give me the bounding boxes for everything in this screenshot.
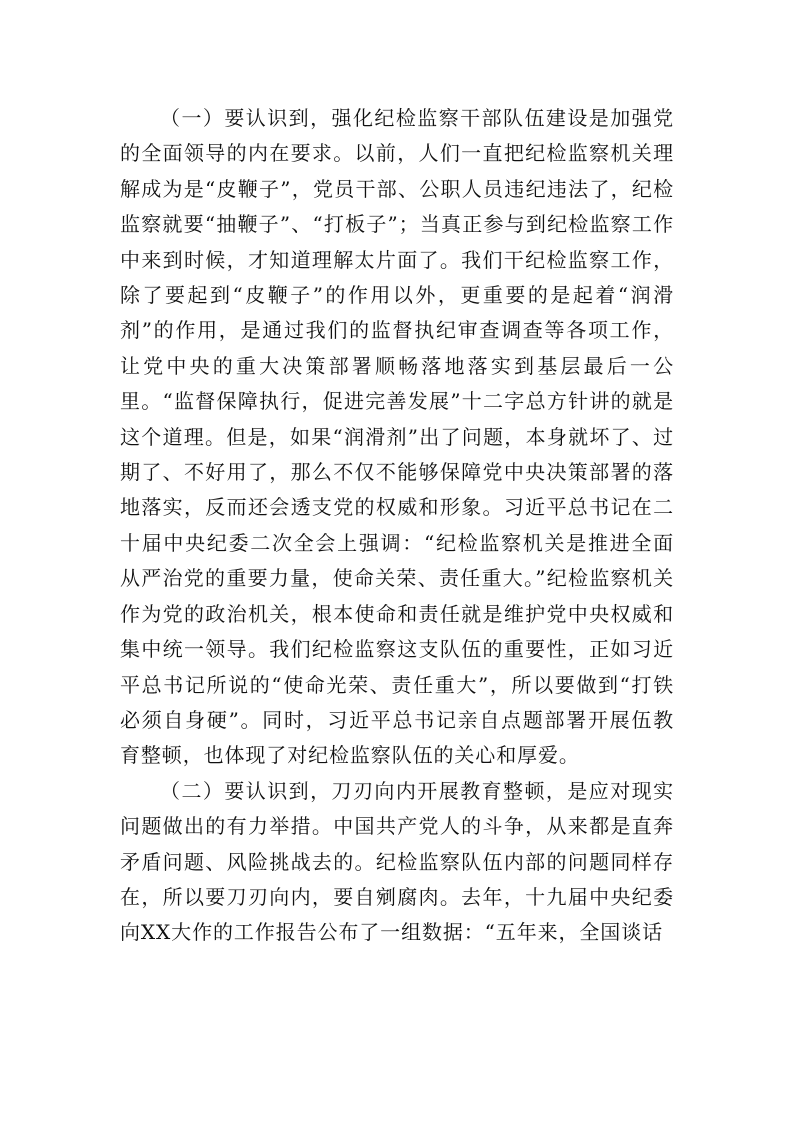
- paragraph-1: （一）要认识到，强化纪检监察干部队伍建设是加强党的全面领导的内在要求。以前，人们一直把纪检监察机关理解成为是“皮鞭子”，党员干部、公职人员违纪违法了，纪检监察就要“抽鞭子”、“打板子”；当真正参与到纪检监察工作中来到时候，才知道理解太片面了。我们干纪检监察工作，除了要起到“皮鞭子”的作用以外，更重要的是起着“润滑剂”的作用，是通过我们的监督执纪审查调查等各项工作，让党中央的重大决策部署顺畅落地落实到基层最后一公里。“监督保障执行，促进完善发展”十二字总方针讲的就是这个道理。但是，如果“润滑剂”出了问题，本身就坏了、过期了、不好用了，那么不仅不能够保障党中央决策部署的落地落实，反而还会透支党的权威和形象。习近平总书记在二十届中央纪委二次全会上强调：“纪检监察机关是推进全面从严治党的重要力量，使命关荣、责任重大。”纪检监察机关作为党的政治机关，根本使命和责任就是维护党中央权威和集中统一领导。我们纪检监察这支队伍的重要性，正如习近平总书记所说的“使命光荣、责任重大”，所以要做到“打铁必须自身硬”。同时，习近平总书记亲自点题部署开展伍教育整顿，也体现了对纪检监察队伍的关心和厚爱。: [120, 106, 674, 768]
- document-body: [120, 101, 674, 951]
- paragraph-2: （二）要认识到，刀刃向内开展教育整顿，是应对现实问题做出的有力举措。中国共产党人的斗争，从来都是直奔矛盾问题、风险挑战去的。纪检监察队伍内部的问题同样存在，所以要刀刃向内，要自剜腐肉。去年，十九届中央纪委向XX大作的工作报告公布了一组数据：“五年来，全国谈话: [120, 778, 674, 945]
